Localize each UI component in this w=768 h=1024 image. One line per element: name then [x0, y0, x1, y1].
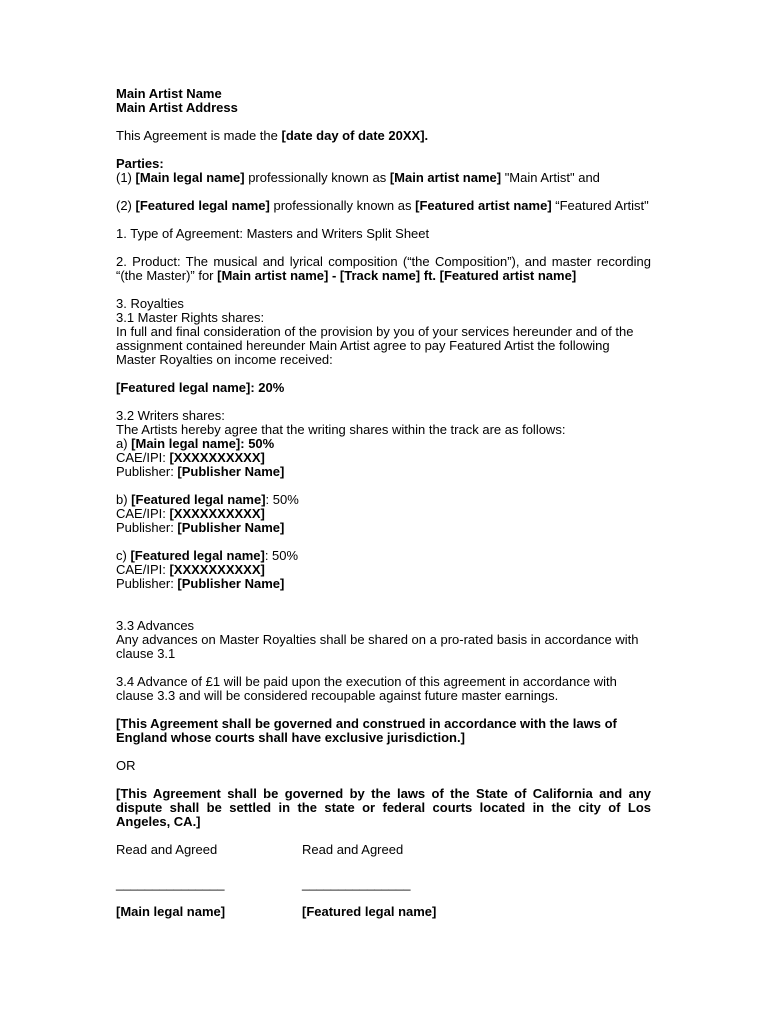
governing-law-england: [This Agreement shall be governed and construed in accordance with the laws of England whose courts shall have exclusive jurisdiction.] [116, 716, 617, 745]
writer-cae: CAE/IPI: [XXXXXXXXXX] [116, 450, 265, 465]
signature-label-left: Read and Agreed [116, 842, 218, 857]
signature-labels [116, 843, 651, 857]
signature-label-right: Read and Agreed [302, 842, 404, 857]
parties-heading: Parties: [116, 156, 164, 171]
party-1: (1) [Main legal name] professionally known as [Main artist name] "Main Artist" and [116, 170, 600, 185]
section-1: 1. Type of Agreement: Masters and Writers Split Sheet [116, 226, 430, 241]
section-2: 2. Product: The musical and lyrical composition (“the Composition”), and master recording “(the Master)” for [Main artist name] - [Track name] ft. [Featured artist name] [116, 254, 651, 283]
agreement-date-line: This Agreement is made the [date day of date 20XX]. [116, 128, 429, 143]
agreement-body [116, 87, 651, 919]
signature-names [116, 905, 651, 919]
section-3-2-intro: The Artists hereby agree that the writing shares within the track are as follows: [116, 422, 566, 437]
writer-publisher: Publisher: [Publisher Name] [116, 576, 285, 591]
writer-cae: CAE/IPI: [XXXXXXXXXX] [116, 562, 265, 577]
writer-publisher: Publisher: [Publisher Name] [116, 520, 285, 535]
section-3-2-heading: 3.2 Writers shares: [116, 408, 225, 423]
writer-cae: CAE/IPI: [XXXXXXXXXX] [116, 506, 265, 521]
writer-entry [116, 493, 651, 535]
artist-name: Main Artist Name [116, 86, 222, 101]
section-3-4: 3.4 Advance of £1 will be paid upon the execution of this agreement in accordance with clause 3.3 and will be considered recoupable against future master earnings. [116, 674, 617, 703]
section-3-3-heading: 3.3 Advances [116, 618, 195, 633]
or-separator: OR [116, 758, 136, 773]
writer-name: b) [Featured legal name]: 50% [116, 492, 299, 507]
signatory-name-right: [Featured legal name] [302, 904, 437, 919]
featured-master-share: [Featured legal name]: 20% [116, 380, 285, 395]
section-3-1-heading: 3.1 Master Rights shares: [116, 310, 265, 325]
signature-line-right: _______________ [302, 876, 411, 891]
governing-law-california: [This Agreement shall be governed by the laws of the State of California and any dispute shall be settled in the state or federal courts located in the city of Los Angeles, CA.] [116, 786, 651, 829]
writer-entry [116, 437, 651, 479]
section-3-1-body: In full and final consideration of the provision by you of your services hereunder and of the assignment contained hereunder Main Artist agree to pay Featured Artist the following Master Royalties on income received: [116, 324, 634, 367]
signatory-name-left: [Main legal name] [116, 904, 226, 919]
party-2: (2) [Featured legal name] professionally known as [Featured artist name] “Featured Artist" [116, 198, 649, 213]
section-3-3-body: Any advances on Master Royalties shall be shared on a pro-rated basis in accordance with clause 3.1 [116, 632, 639, 661]
section-3-heading: 3. Royalties [116, 296, 184, 311]
writer-entry [116, 549, 651, 591]
artist-address: Main Artist Address [116, 100, 238, 115]
writer-name: a) [Main legal name]: 50% [116, 436, 275, 451]
signature-line-left: _______________ [116, 876, 225, 891]
signature-lines [116, 877, 651, 891]
writer-name: c) [Featured legal name]: 50% [116, 548, 299, 563]
writer-publisher: Publisher: [Publisher Name] [116, 464, 285, 479]
